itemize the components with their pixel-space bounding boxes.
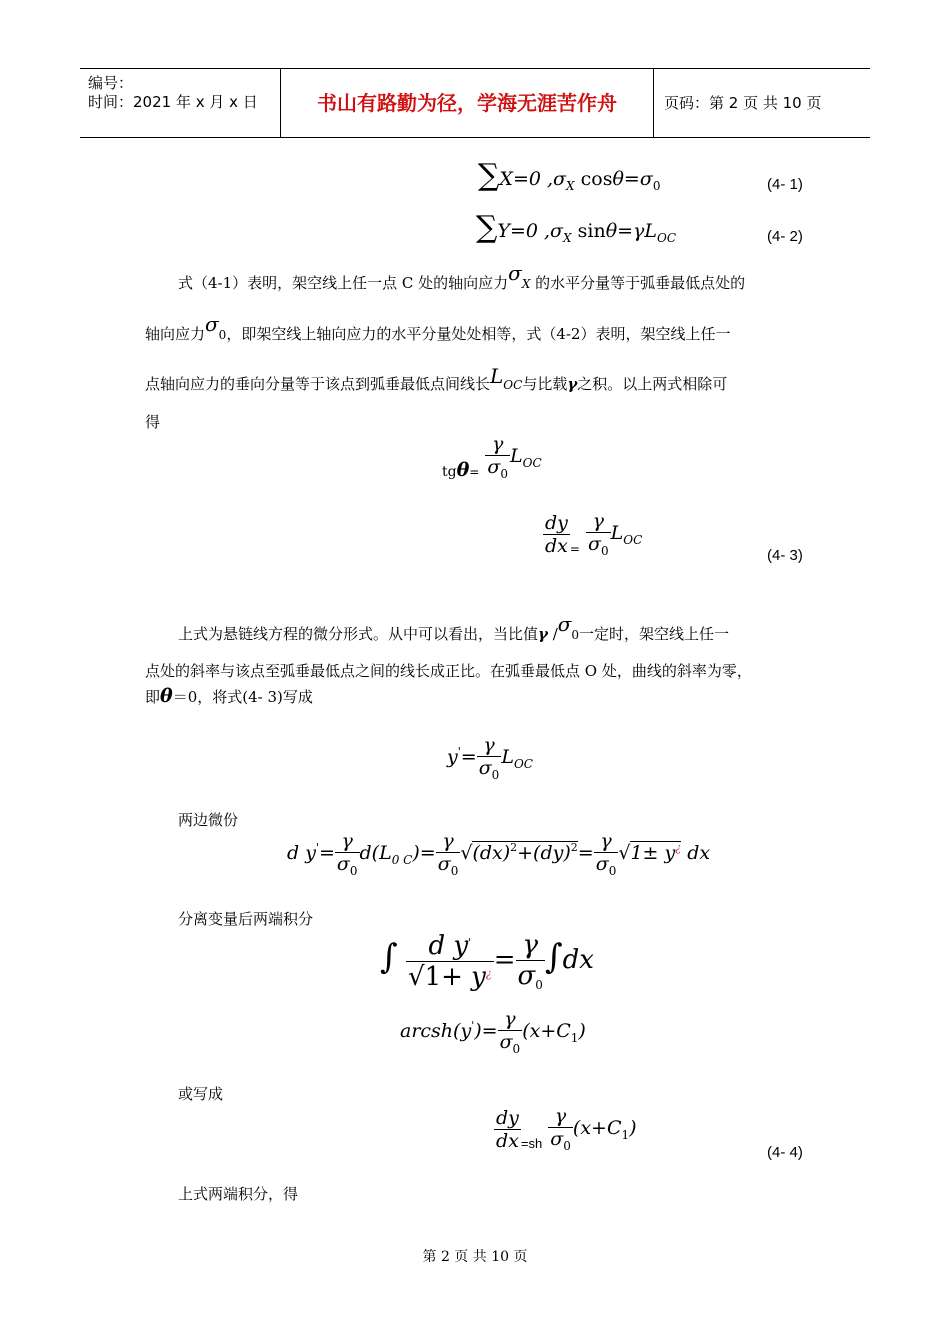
header-meta-cell	[80, 69, 281, 137]
equation-number-4-1: (4- 1)	[767, 176, 803, 193]
paragraph-3: 两边微份	[178, 811, 239, 829]
paragraph-1-line-1: 式（4-1）表明，架空线上任一点 C 处的轴向应力σX 的水平分量等于弧垂最低点处的	[178, 261, 746, 292]
date-line: 时间：2021 年 x 月 x 日	[88, 93, 258, 111]
paragraph-1-line-4: 得	[145, 413, 161, 431]
equation-integral: ∫ $\frac{d y'}{√1+ y^¿}$ = $\frac{\gamma}{\sigma_0}$ ∫dx	[380, 930, 594, 992]
serial-label: 编号：	[88, 74, 134, 92]
equation-4-3: $\frac{dy}{dx}$ $_=$ $\frac{\gamma}{\sigma_0}$ $L_{OC}$	[545, 510, 643, 558]
equation-y-prime: y'= $\frac{\gamma}{\sigma_0}$ $L_{OC}$	[447, 734, 533, 782]
paragraph-1-line-2: 轴向应力σ0，即架空线上轴向应力的水平分量处处相等，式（4-2）表明，架空线上任一	[145, 312, 731, 343]
equation-tg-theta: $_{tg}\theta_=$ $\frac{\gamma}{\sigma_0}$ $L_{OC}$	[442, 433, 542, 481]
paragraph-2-line-3: 即θ＝0，将式(4- 3)写成	[145, 685, 313, 707]
equation-arcsh: arcsh(y')= $\frac{\gamma}{\sigma_0}$ $(x+C_1)$	[400, 1008, 586, 1056]
paragraph-1-line-3: 点轴向应力的垂向分量等于该点到弧垂最低点间线长LOC与比载γ之积。以上两式相除可	[145, 364, 728, 393]
equation-4-4: $\frac{dy}{dx}$ $_{=sh}$ $\frac{\gamma}{\sigma_0}$ $(x+C_1)$	[496, 1105, 637, 1153]
equation-differential: d y'= $\frac{\gamma}{\sigma_0}$ $d(L_{0 C})=$ $\frac{\gamma}{\sigma_0}$ √(dx)$^2$+(dy)$^2$= $\frac{\gamma}{\sigma_0}$ √1± y¿ dx	[287, 830, 711, 878]
equation-number-4-4: (4- 4)	[767, 1144, 803, 1161]
page-footer: 第 2 页 共 10 页	[422, 1249, 528, 1265]
paragraph-5: 或写成	[178, 1085, 224, 1103]
equation-4-1: ∑X=0 $,\sigma_X$ $\cos\theta=\sigma_0$	[478, 158, 661, 193]
equation-4-2: ∑Y=0 $,\sigma_X$ $\sin\theta=\gamma L_{OC}$	[476, 210, 677, 245]
header-page-info: 页码：第 2 页 共 10 页	[664, 94, 822, 112]
paragraph-2-line-1: 上式为悬链线方程的微分形式。从中可以看出，当比值γ /σ0一定时，架空线上任一	[178, 612, 730, 643]
paragraph-2-line-2: 点处的斜率与该点至弧垂最低点之间的线长成正比。在弧垂最低点 O 处，曲线的斜率为零，	[145, 662, 752, 680]
page-header	[80, 68, 870, 138]
header-motto: 书山有路勤为径，学海无涯苦作舟	[281, 69, 654, 137]
equation-number-4-2: (4- 2)	[767, 228, 803, 245]
equation-number-4-3: (4- 3)	[767, 547, 803, 564]
paragraph-4: 分离变量后两端积分	[178, 910, 314, 928]
paragraph-6: 上式两端积分，得	[178, 1185, 299, 1203]
